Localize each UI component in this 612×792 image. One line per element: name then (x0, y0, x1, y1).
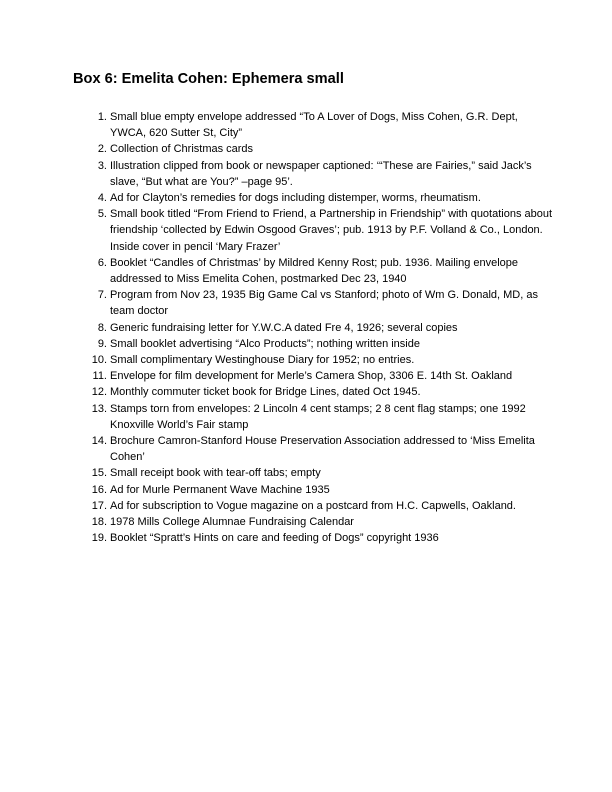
list-item-text: Ad for Clayton’s remedies for dogs including distemper, worms, rheumatism. (110, 192, 481, 205)
list-item-number: 8. (97, 321, 107, 334)
list-item-number: 5. (97, 208, 107, 221)
list-item-number: 18. (91, 516, 107, 529)
list-item (85, 287, 555, 319)
list-item-text: Small complimentary Westinghouse Diary for 1952; no entries. (110, 354, 415, 367)
list-item-number: 4. (97, 192, 107, 205)
list-item (85, 465, 555, 481)
list-item (85, 530, 555, 546)
list-item-number: 15. (91, 467, 107, 480)
ephemera-list (85, 109, 555, 546)
list-item-text: Generic fundraising letter for Y.W.C.A dated Fre 4, 1926; several copies (110, 321, 458, 334)
list-item (85, 498, 555, 514)
list-item (85, 109, 555, 141)
list-item-text: 1978 Mills College Alumnae Fundraising Calendar (110, 516, 354, 529)
list-item-text: Brochure Camron-Stanford House Preservation Association addressed to ‘Miss Emelita Cohen’ (110, 435, 535, 464)
list-item (85, 255, 555, 287)
list-item-number: 6. (97, 256, 107, 269)
list-item-text: Small book titled “From Friend to Friend, a Partnership in Friendship” with quotations about friendship ‘collected by Edwin Osgood Graves’; pub. 1913 by P.F. Volland & Co., London. Inside cover in pencil ‘Mary Frazer’ (110, 208, 553, 253)
document-title: Box 6: Emelita Cohen: Ephemera small (73, 71, 344, 87)
list-item-number: 1. (97, 111, 107, 123)
list-item-number: 11. (92, 370, 107, 383)
list-item (85, 206, 555, 255)
list-item-number: 17. (91, 499, 107, 512)
list-item (85, 514, 555, 530)
list-item (85, 401, 555, 433)
list-item-text: Ad for Murle Permanent Wave Machine 1935 (110, 483, 330, 496)
list-item (85, 320, 555, 336)
list-item-number: 16. (91, 483, 107, 496)
list-item-text: Stamps torn from envelopes: 2 Lincoln 4 cent stamps; 2 8 cent flag stamps; one 1992 Knoxville World’s Fair stamp (110, 402, 526, 431)
list-item (85, 384, 555, 400)
list-item (85, 141, 555, 157)
list-item-text: Program from Nov 23, 1935 Big Game Cal vs Stanford; photo of Wm G. Donald, MD, as team doctor (110, 289, 538, 318)
list-item-text: Small blue empty envelope addressed “To A Lover of Dogs, Miss Cohen, G.R. Dept, YWCA, 620 Sutter St, City” (110, 111, 518, 140)
list-item-number: 19. (91, 532, 107, 545)
list-item (85, 352, 555, 368)
list-item-text: Illustration clipped from book or newspaper captioned: ‘“These are Fairies,” said Jack’s slave, “But what are You?” –page 95’. (110, 159, 532, 188)
list-item (85, 482, 555, 498)
list-item-text: Envelope for film development for Merle’s Camera Shop, 3306 E. 14th St. Oakland (110, 370, 513, 383)
list-item-number: 10. (91, 354, 107, 367)
list-item-number: 12. (91, 386, 107, 399)
list-item-text: Booklet “Spratt’s Hints on care and feeding of Dogs” copyright 1936 (110, 532, 439, 545)
list-item-number: 2. (97, 143, 107, 156)
list-item (85, 158, 555, 190)
list-item-text: Monthly commuter ticket book for Bridge Lines, dated Oct 1945. (110, 386, 421, 399)
list-item (85, 368, 555, 384)
list-item-text: Collection of Christmas cards (110, 143, 254, 156)
list-item (85, 433, 555, 465)
list-item-text: Ad for subscription to Vogue magazine on a postcard from H.C. Capwells, Oakland. (110, 499, 516, 512)
list-item-number: 14. (91, 435, 107, 448)
list-item-number: 3. (97, 159, 107, 172)
list-item (85, 190, 555, 206)
list-item (85, 336, 555, 352)
list-item-number: 7. (97, 289, 107, 302)
list-item-text: Booklet “Candles of Christmas’ by Mildred Kenny Rost; pub. 1936. Mailing envelope addressed to Miss Emelita Cohen, postmarked Dec 23, 1940 (110, 256, 519, 286)
list-item-text: Small receipt book with tear-off tabs; empty (110, 467, 321, 480)
list-item-number: 13. (91, 402, 107, 415)
list-item-text: Small booklet advertising “Alco Products”; nothing written inside (110, 337, 420, 350)
list-item-number: 9. (97, 337, 107, 350)
